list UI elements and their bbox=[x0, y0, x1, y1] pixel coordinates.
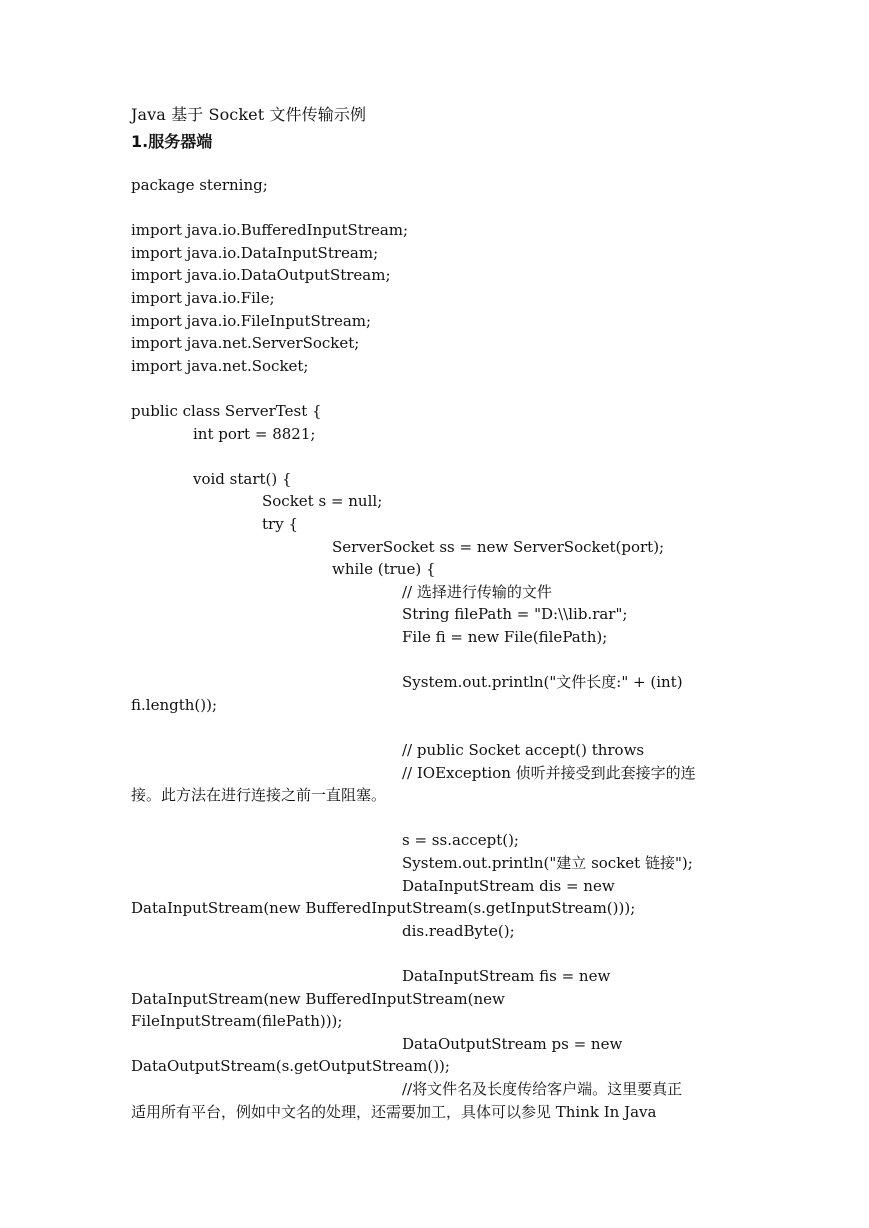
code-line: s = ss.accept(); bbox=[402, 831, 519, 849]
code-line: DataInputStream fis = new bbox=[402, 967, 611, 985]
code-line: DataOutputStream ps = new bbox=[402, 1035, 623, 1053]
code-line: import java.io.File; bbox=[131, 289, 275, 307]
code-line: public class ServerTest { bbox=[131, 402, 322, 420]
code-line: String filePath = "D:\\lib.rar"; bbox=[402, 605, 628, 623]
document-title: Java 基于 Socket 文件传输示例 bbox=[131, 105, 367, 124]
code-line: FileInputStream(filePath))); bbox=[131, 1012, 343, 1030]
code-line: File fi = new File(filePath); bbox=[402, 628, 608, 646]
code-line: DataInputStream(new BufferedInputStream(new bbox=[131, 990, 505, 1008]
code-line: Socket s = null; bbox=[262, 492, 383, 510]
code-line: import java.net.ServerSocket; bbox=[131, 334, 360, 352]
code-line: void start() { bbox=[193, 470, 292, 488]
code-line: // public Socket accept() throws bbox=[402, 741, 645, 759]
code-line: DataInputStream dis = new bbox=[402, 877, 615, 895]
code-line: int port = 8821; bbox=[193, 425, 316, 443]
code-line: System.out.println("文件长度:" + (int) bbox=[402, 673, 683, 691]
code-line: fi.length()); bbox=[131, 696, 218, 714]
code-line: DataOutputStream(s.getOutputStream()); bbox=[131, 1057, 450, 1075]
code-line: package sterning; bbox=[131, 176, 268, 194]
code-line: import java.io.BufferedInputStream; bbox=[131, 221, 409, 239]
section-heading: 1.服务器端 bbox=[131, 132, 213, 151]
code-line: import java.io.DataInputStream; bbox=[131, 244, 379, 262]
code-line: 接。此方法在进行连接之前一直阻塞。 bbox=[131, 786, 387, 804]
code-line: import java.io.FileInputStream; bbox=[131, 312, 372, 330]
code-line: import java.io.DataOutputStream; bbox=[131, 266, 391, 284]
code-line: // 选择进行传输的文件 bbox=[402, 583, 552, 601]
code-line: System.out.println("建立 socket 链接"); bbox=[402, 854, 693, 872]
code-line: //将文件名及长度传给客户端。这里要真正 bbox=[402, 1080, 683, 1098]
code-line: ServerSocket ss = new ServerSocket(port); bbox=[332, 538, 665, 556]
code-line: try { bbox=[262, 515, 298, 533]
code-line: // IOException 侦听并接受到此套接字的连 bbox=[402, 764, 696, 782]
code-line: while (true) { bbox=[332, 560, 436, 578]
code-line: 适用所有平台，例如中文名的处理，还需要加工，具体可以参见 Think In Java bbox=[131, 1103, 657, 1121]
code-line: DataInputStream(new BufferedInputStream(s.getInputStream())); bbox=[131, 899, 636, 917]
code-line: dis.readByte(); bbox=[402, 922, 515, 940]
code-line: import java.net.Socket; bbox=[131, 357, 309, 375]
